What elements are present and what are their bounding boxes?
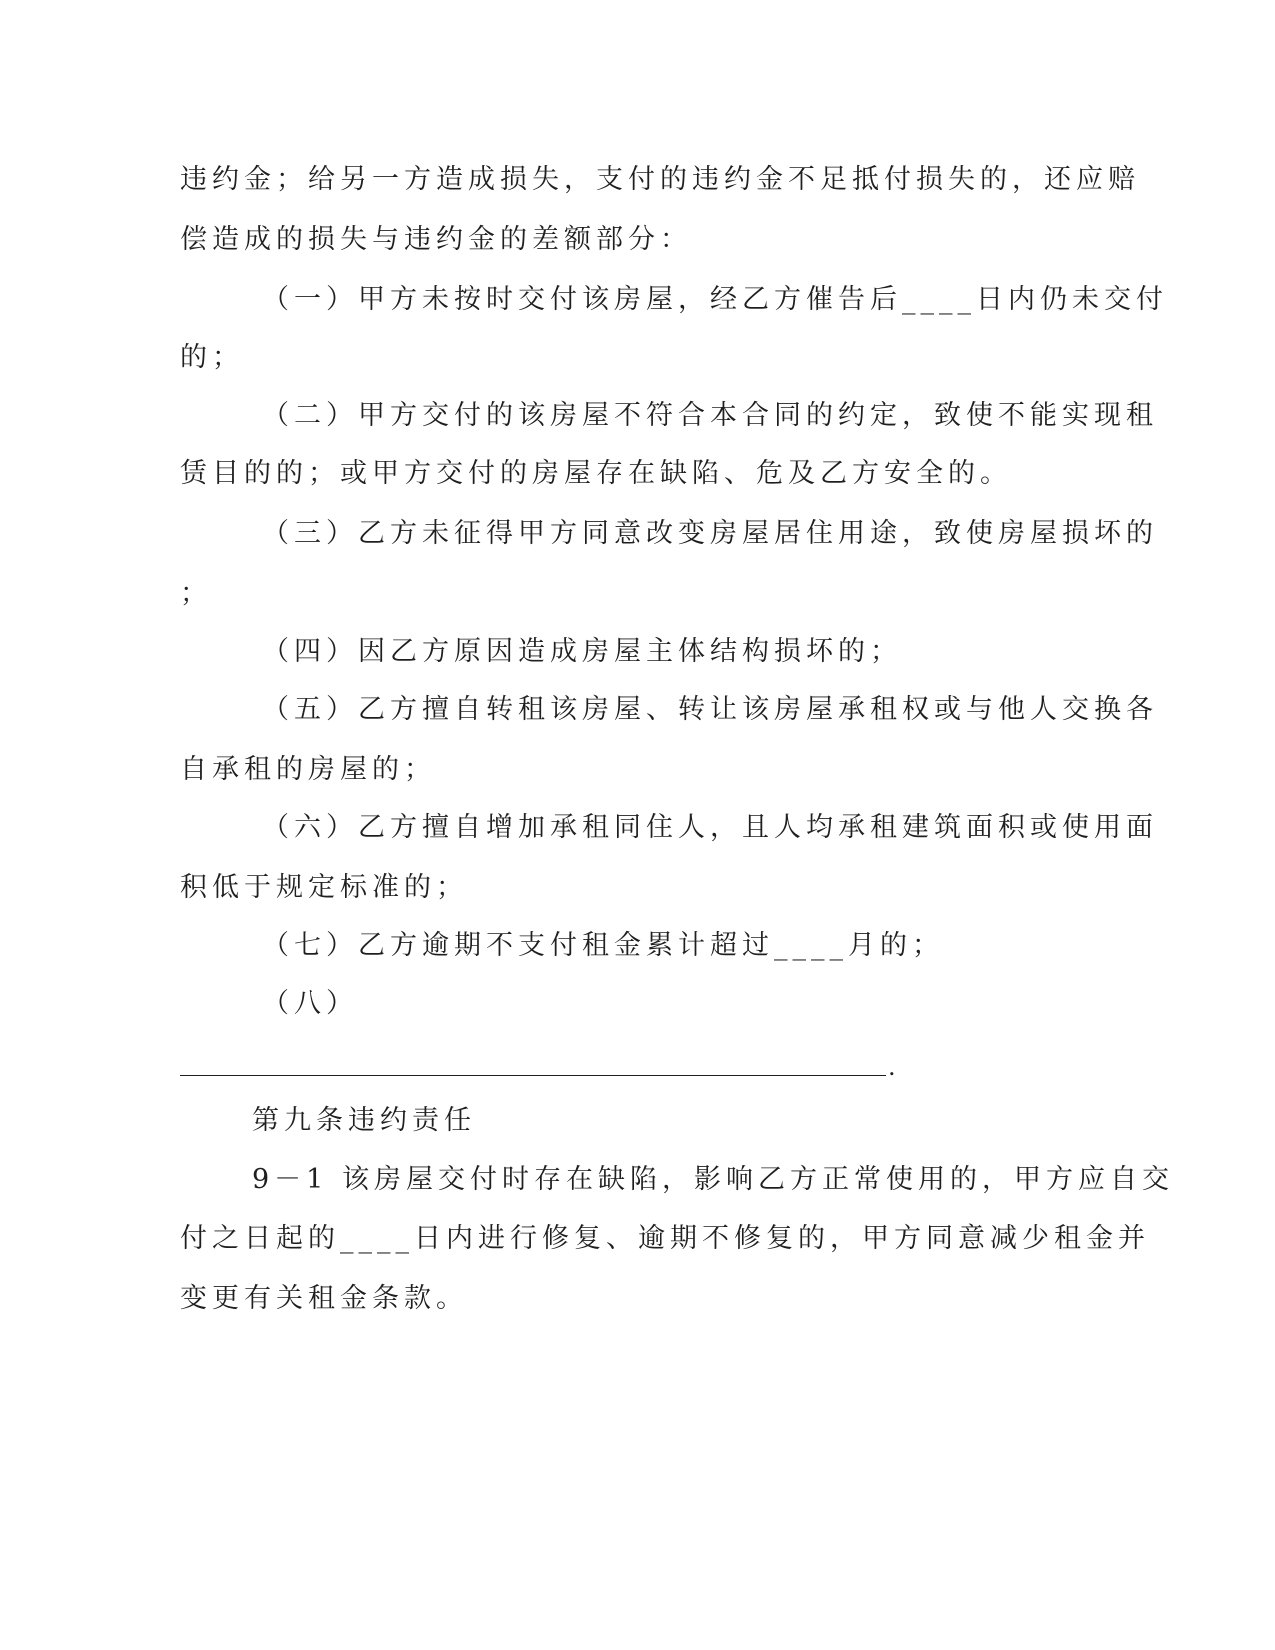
clause-item-1: （一）甲方未按时交付该房屋，经乙方催告后____日内仍未交付 — [262, 284, 1168, 315]
clause-item-6: （六）乙方擅自增加承租同住人，且人均承租建筑面积或使用面 — [262, 812, 1158, 843]
article-clause-9-1-continuation: 付之日起的____日内进行修复、逾期不修复的，甲方同意减少租金并 — [180, 1223, 1150, 1254]
clause-item-7: （七）乙方逾期不支付租金累计超过____月的； — [262, 930, 944, 961]
article-heading: 第九条违约责任 — [252, 1105, 476, 1136]
article-clause-9-1: 9－1 该房屋交付时存在缺陷，影响乙方正常使用的，甲方应自交 — [252, 1164, 1174, 1195]
clause-item-5-continuation: 自承租的房屋的； — [180, 754, 436, 785]
clause-item-1-continuation: 的； — [180, 342, 244, 373]
clause-item-8: （八） — [262, 988, 358, 1019]
clause-item-2: （二）甲方交付的该房屋不符合本合同的约定，致使不能实现租 — [262, 400, 1158, 431]
fill-in-blank-line — [180, 1075, 886, 1076]
clause-item-6-continuation: 积低于规定标准的； — [180, 872, 468, 903]
clause-item-3: （三）乙方未征得甲方同意改变房屋居住用途，致使房屋损坏的 — [262, 518, 1158, 549]
clause-item-5: （五）乙方擅自转租该房屋、转让该房屋承租权或与他人交换各 — [262, 694, 1158, 725]
paragraph-text: 偿造成的损失与违约金的差额部分： — [180, 224, 692, 255]
clause-item-2-continuation: 赁目的的；或甲方交付的房屋存在缺陷、危及乙方安全的。 — [180, 458, 1012, 489]
article-clause-9-1-continuation: 变更有关租金条款。 — [180, 1283, 468, 1314]
clause-item-4: （四）因乙方原因造成房屋主体结构损坏的； — [262, 636, 902, 667]
blank-line-period: . — [888, 1053, 896, 1081]
clause-item-3-continuation: ； — [180, 578, 212, 609]
paragraph-text: 违约金；给另一方造成损失，支付的违约金不足抵付损失的，还应赔 — [180, 164, 1140, 195]
